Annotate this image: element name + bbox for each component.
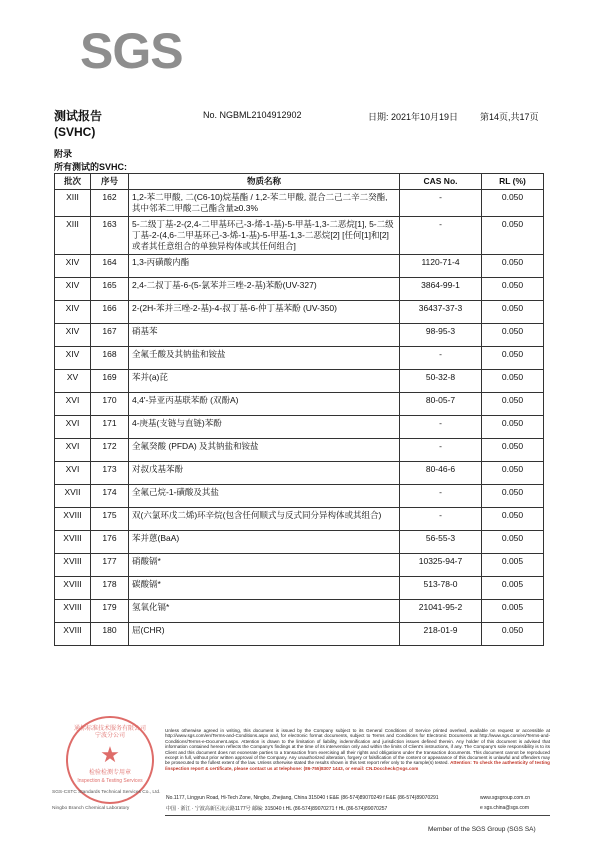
- rl-cell: 0.050: [482, 190, 544, 217]
- cas-cell: 50-32-8: [400, 370, 482, 393]
- number-cell: 171: [91, 416, 129, 439]
- table-row: [55, 439, 544, 462]
- number-cell: 176: [91, 531, 129, 554]
- batch-cell: XIII: [55, 190, 91, 217]
- table-row: [55, 370, 544, 393]
- cas-cell: 1120-71-4: [400, 255, 482, 278]
- substance-cell: 全氟己烷-1-磺酸及其盐: [129, 485, 400, 508]
- rl-cell: 0.005: [482, 577, 544, 600]
- substance-cell: 碳酸镉*: [129, 577, 400, 600]
- cas-cell: 218-01-9: [400, 623, 482, 646]
- substance-cell: 4-庚基(支链与直链)苯酚: [129, 416, 400, 439]
- rl-cell: 0.050: [482, 393, 544, 416]
- table-row: [55, 217, 544, 255]
- batch-cell: XVI: [55, 462, 91, 485]
- substance-cell: 屈(CHR): [129, 623, 400, 646]
- cas-cell: 56-55-3: [400, 531, 482, 554]
- number-cell: 163: [91, 217, 129, 255]
- address-cn: 中国 · 浙江 · 宁波高新区凌云路1177号 邮编: 315040 t HL (86-574)89070271 f HL (86-574)89070257: [166, 806, 388, 812]
- header-cas: CAS No.: [400, 174, 482, 190]
- rl-cell: 0.005: [482, 600, 544, 623]
- number-cell: 166: [91, 301, 129, 324]
- number-cell: 164: [91, 255, 129, 278]
- header-batch: 批次: [55, 174, 91, 190]
- table-row: [55, 508, 544, 531]
- substance-cell: 5-二级丁基-2-(2,4-二甲基环己-3-烯-1-基)-5-甲基-1,3-二恶烷[1], 5-二级丁基-2-(4,6-二甲基环己-3-烯-1-基)-5-甲基-1,3-二恶烷[2] [任何[1]和[2]或者其任意组合的单独异构体或其任何组合]: [129, 217, 400, 255]
- substance-cell: 双(六氯环戊二烯)环辛烷(包含任何顺式与反式同分异构体或其组合): [129, 508, 400, 531]
- batch-cell: XVIII: [55, 623, 91, 646]
- substance-cell: 苯并蒽(BaA): [129, 531, 400, 554]
- number-cell: 168: [91, 347, 129, 370]
- report-number: No. NGBML2104912902: [203, 110, 302, 120]
- company-branch: Ningbo Branch Chemical Laboratory: [52, 806, 130, 811]
- cas-cell: -: [400, 485, 482, 508]
- report-subtitle: (SVHC): [54, 125, 96, 139]
- substance-cell: 硝酸镉*: [129, 554, 400, 577]
- cas-cell: -: [400, 190, 482, 217]
- batch-cell: XVIII: [55, 554, 91, 577]
- cas-cell: 98-95-3: [400, 324, 482, 347]
- cas-cell: -: [400, 347, 482, 370]
- number-cell: 165: [91, 278, 129, 301]
- header-number: 序号: [91, 174, 129, 190]
- footer-divider: [165, 815, 550, 816]
- address-en: No.1177, Lingyun Road, Hi-Tech Zone, Ningbo, Zhejiang, China 315040 t E&E (86-574)89070249 f E&E (86-574)89070291: [166, 795, 439, 801]
- table-row: [55, 600, 544, 623]
- cas-cell: 513-78-0: [400, 577, 482, 600]
- member-statement: Member of the SGS Group (SGS SA): [428, 826, 536, 833]
- stamp-label: 检验检测专用章: [88, 770, 131, 776]
- table-row: [55, 554, 544, 577]
- substance-cell: 2,4-二叔丁基-6-(5-氯苯并三唑-2-基)苯酚(UV-327): [129, 278, 400, 301]
- number-cell: 177: [91, 554, 129, 577]
- rl-cell: 0.050: [482, 508, 544, 531]
- rl-cell: 0.050: [482, 301, 544, 324]
- rl-cell: 0.050: [482, 370, 544, 393]
- batch-cell: XVIII: [55, 577, 91, 600]
- table-row: [55, 485, 544, 508]
- batch-cell: XVII: [55, 485, 91, 508]
- stamp-label-en: Inspection & Testing Services: [77, 778, 143, 784]
- table-row: [55, 324, 544, 347]
- substance-cell: 1,3-丙磺酸内酯: [129, 255, 400, 278]
- number-cell: 172: [91, 439, 129, 462]
- batch-cell: XIV: [55, 347, 91, 370]
- rl-cell: 0.050: [482, 623, 544, 646]
- table-row: [55, 347, 544, 370]
- table-row: [55, 531, 544, 554]
- batch-cell: XVI: [55, 439, 91, 462]
- batch-cell: XVIII: [55, 508, 91, 531]
- batch-cell: XVI: [55, 416, 91, 439]
- table-row: [55, 577, 544, 600]
- cas-cell: 21041-95-2: [400, 600, 482, 623]
- substance-cell: 对叔戊基苯酚: [129, 462, 400, 485]
- cas-cell: 80-46-6: [400, 462, 482, 485]
- substance-cell: 2-(2H-苯并三唑-2-基)-4-叔丁基-6-仲丁基苯酚 (UV-350): [129, 301, 400, 324]
- cas-cell: 80-05-7: [400, 393, 482, 416]
- rl-cell: 0.050: [482, 217, 544, 255]
- cas-cell: 10325-94-7: [400, 554, 482, 577]
- batch-cell: XVIII: [55, 531, 91, 554]
- rl-cell: 0.050: [482, 278, 544, 301]
- number-cell: 175: [91, 508, 129, 531]
- table-row: [55, 462, 544, 485]
- cas-cell: -: [400, 508, 482, 531]
- report-title: 测试报告: [54, 109, 103, 123]
- rl-cell: 0.050: [482, 255, 544, 278]
- number-cell: 179: [91, 600, 129, 623]
- cas-cell: -: [400, 439, 482, 462]
- batch-cell: XIV: [55, 255, 91, 278]
- header-substance: 物质名称: [129, 174, 400, 190]
- substance-cell: 氢氧化镉*: [129, 600, 400, 623]
- number-cell: 178: [91, 577, 129, 600]
- star-icon: ★: [100, 742, 120, 767]
- disclaimer: [165, 728, 550, 771]
- batch-cell: XV: [55, 370, 91, 393]
- stamp-company: 通标标准技术服务有限公司宁波分公司: [74, 726, 147, 739]
- table-row: [55, 190, 544, 217]
- number-cell: 180: [91, 623, 129, 646]
- rl-cell: 0.050: [482, 324, 544, 347]
- batch-cell: XVIII: [55, 600, 91, 623]
- number-cell: 170: [91, 393, 129, 416]
- rl-cell: 0.050: [482, 531, 544, 554]
- company-name-en: SGS-CSTC Standards Technical Services Co., Ltd.: [52, 790, 161, 795]
- substance-cell: 硝基苯: [129, 324, 400, 347]
- website-link[interactable]: www.sgsgroup.com.cn: [480, 795, 531, 801]
- email-link[interactable]: e sgs.china@sgs.com: [480, 805, 529, 811]
- number-cell: 169: [91, 370, 129, 393]
- svhc-table: [54, 173, 544, 646]
- substance-cell: 4,4'-异亚丙基联苯酚 (双酚A): [129, 393, 400, 416]
- batch-cell: XIV: [55, 278, 91, 301]
- cas-cell: -: [400, 416, 482, 439]
- table-header-row: [55, 174, 544, 190]
- report-date: 日期: 2021年10月19日: [368, 112, 459, 122]
- batch-cell: XIV: [55, 324, 91, 347]
- substance-cell: 1,2-苯二甲酸, 二(C6-10)烷基酯 / 1,2-苯二甲酸, 混合二己二辛二癸酯, 其中邻苯二甲酸二己酯含量≥0.3%: [129, 190, 400, 217]
- cas-cell: 36437-37-3: [400, 301, 482, 324]
- appendix-heading: 附录: [54, 149, 73, 159]
- attention-text: Attention: To check the authenticity of testing /inspection report & certificate, please contact us at telephone: (86-755)8307 1443, or email: CN.Doccheck@sgs.com: [165, 760, 550, 771]
- rl-cell: 0.050: [482, 462, 544, 485]
- table-row: [55, 301, 544, 324]
- table-row: [55, 393, 544, 416]
- number-cell: 173: [91, 462, 129, 485]
- number-cell: 167: [91, 324, 129, 347]
- page-indicator: 第14页,共17页: [480, 112, 539, 122]
- number-cell: 162: [91, 190, 129, 217]
- sgs-logo: SGS: [80, 23, 183, 79]
- substance-cell: 全氟壬酸及其钠盐和铵盐: [129, 347, 400, 370]
- header-rl: RL (%): [482, 174, 544, 190]
- table-row: [55, 255, 544, 278]
- number-cell: 174: [91, 485, 129, 508]
- substance-cell: 苯并(a)芘: [129, 370, 400, 393]
- table-row: [55, 623, 544, 646]
- cas-cell: -: [400, 217, 482, 255]
- rl-cell: 0.050: [482, 347, 544, 370]
- rl-cell: 0.005: [482, 554, 544, 577]
- cas-cell: 3864-99-1: [400, 278, 482, 301]
- batch-cell: XIII: [55, 217, 91, 255]
- rl-cell: 0.050: [482, 439, 544, 462]
- substance-cell: 全氟癸酸 (PFDA) 及其钠盐和铵盐: [129, 439, 400, 462]
- batch-cell: XIV: [55, 301, 91, 324]
- disclaimer-text: Unless otherwise agreed in writing, this document is issued by the Company subject to its General Conditions of Service printed overleaf, available on request or accessible at http://www.sgs.com/en/Terms-and-Conditions.aspx and, for electronic format documents, subject to Terms and Conditions for Electronic Documents at http://www.sgs.com/en/Terms-and-Conditions/Terms-e-Document.aspx. Attention is drawn to the limitation of liability, indemnification and jurisdiction issues defined therein. Any holder of this document is advised that information contained hereon reflects the Company's findings at the time of its intervention only and within the limits of Client's instructions, if any. The Company's sole responsibility is to its Client and this document does not exonerate parties to a transaction from exercising all their rights and obligations under the transaction documents. This document cannot be reproduced except in full, without prior written approval of the Company. Any unauthorized alteration, forgery or falsification of the content or appearance of this document is unlawful and offenders may be prosecuted to the fullest extent of the law. Unless otherwise stated the results shown in this test report refer only to the sample(s) tested.: [165, 728, 550, 766]
- batch-cell: XVI: [55, 393, 91, 416]
- rl-cell: 0.050: [482, 485, 544, 508]
- table-row: [55, 278, 544, 301]
- tested-svhc-heading: 所有测试的SVHC:: [54, 162, 128, 172]
- rl-cell: 0.050: [482, 416, 544, 439]
- table-row: [55, 416, 544, 439]
